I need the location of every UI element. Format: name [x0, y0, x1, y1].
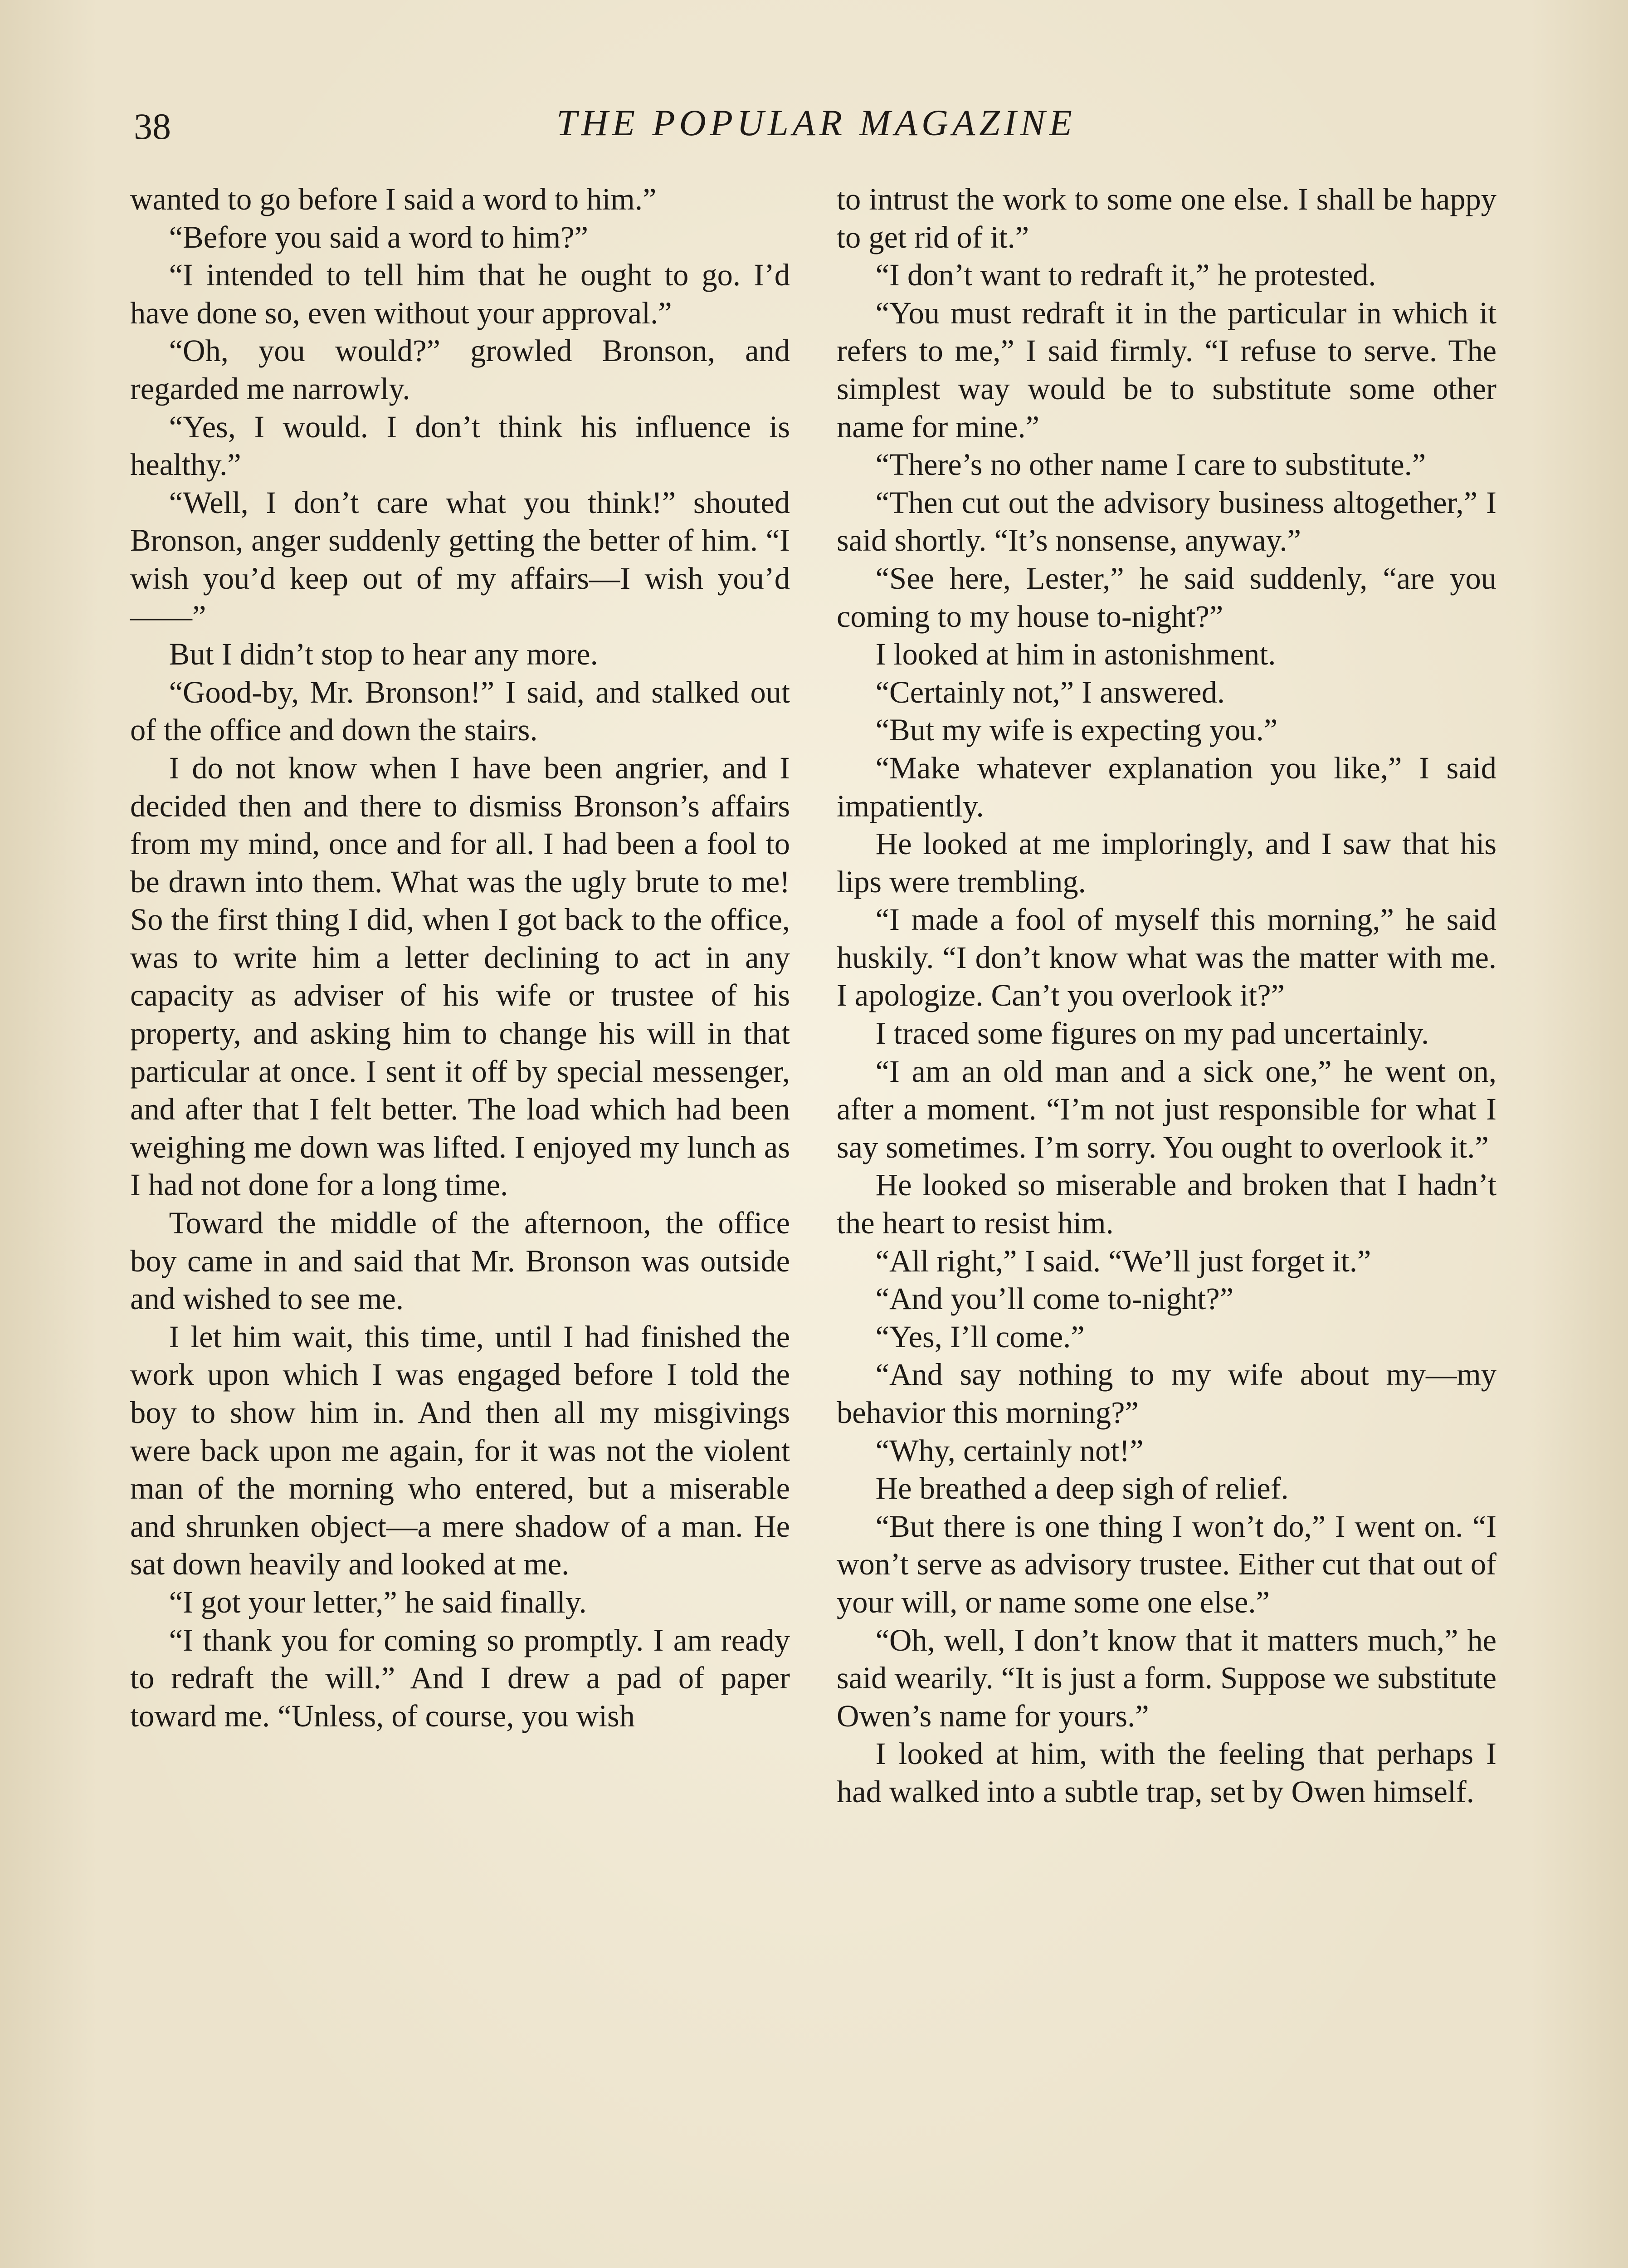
paragraph: He looked at me imploringly, and I saw that his lips were trembling.	[837, 826, 1496, 899]
paragraph: I looked at him, with the feeling that perhaps I had walked into a subtle trap, set by Owen himself.	[837, 1736, 1496, 1809]
left-text-column	[130, 181, 790, 1735]
paragraph: He looked so miserable and broken that I hadn’t the heart to resist him.	[837, 1168, 1496, 1241]
paragraph: I traced some figures on my pad uncertainly.	[875, 1016, 1429, 1051]
paragraph: “Before you said a word to him?”	[169, 220, 589, 254]
paragraph: “I am an old man and a sick one,” he went on, after a moment. “I’m not just responsible for what I say sometimes. I’m sorry. You ought to overlook it.”	[837, 1054, 1496, 1164]
paragraph: “There’s no other name I care to substitute.”	[875, 447, 1426, 482]
paragraph: “All right,” I said. “We’ll just forget it.”	[875, 1243, 1371, 1278]
paragraph: “Yes, I’ll come.”	[875, 1319, 1085, 1354]
right-text-column	[837, 181, 1496, 1811]
paragraph: I do not know when I have been angrier, and I decided then and there to dismiss Bronson’s affairs from my mind, once and for all. I had been a fool to be drawn into them. What was the ugly brute to me! So the first thing I did, when I got back to the office, was to write him a letter declining to act in any capacity as adviser of his wife or trustee of his property, and asking him to change his will in that particular at once. I sent it off by special messenger, and after that I felt better. The load which had been weighing me down was lifted. I enjoyed my lunch as I had not done for a long time.	[130, 750, 790, 1202]
paragraph: “I intended to tell him that he ought to go. I’d have done so, even without your approval.”	[130, 258, 790, 330]
paragraph: “And say nothing to my wife about my—my behavior this morning?”	[837, 1357, 1496, 1430]
paragraph: “I got your letter,” he said finally.	[169, 1584, 587, 1619]
paragraph: “Oh, well, I don’t know that it matters much,” he said wearily. “It is just a form. Suppose we substitute Owen’s name for yours.”	[837, 1623, 1496, 1733]
paragraph: “Certainly not,” I answered.	[875, 675, 1225, 709]
paragraph: “But there is one thing I won’t do,” I went on. “I won’t serve as advisory trustee. Either cut that out of your will, or name some one else.”	[837, 1509, 1496, 1619]
paragraph: “But my wife is expecting you.”	[875, 713, 1278, 748]
paragraph: “Well, I don’t care what you think!” shouted Bronson, anger suddenly getting the better of him. “I wish you’d keep out of my affairs—I wish you’d——”	[130, 485, 790, 634]
paragraph: “Then cut out the advisory business altogether,” I said shortly. “It’s nonsense, anyway.”	[837, 485, 1496, 558]
paragraph: “Why, certainly not!”	[875, 1433, 1144, 1468]
paragraph: to intrust the work to some one else. I shall be happy to get rid of it.”	[837, 182, 1496, 254]
running-title: THE POPULAR MAGAZINE	[556, 102, 1076, 143]
paragraph: “Oh, you would?” growled Bronson, and regarded me narrowly.	[130, 333, 790, 406]
paragraph: “You must redraft it in the particular in which it refers to me,” I said firmly. “I refuse to serve. The simplest way would be to substitute some other name for mine.”	[837, 295, 1496, 444]
paragraph: Toward the middle of the afternoon, the office boy came in and said that Mr. Bronson was outside and wished to see me.	[130, 1206, 790, 1316]
paragraph: “I made a fool of myself this morning,” he said huskily. “I don’t know what was the matter with me. I apologize. Can’t you overlook it?”	[837, 902, 1496, 1013]
paragraph: “Good-by, Mr. Bronson!” I said, and stalked out of the office and down the stairs.	[130, 675, 790, 748]
paragraph: “Yes, I would. I don’t think his influence is healthy.”	[130, 409, 790, 482]
page-number: 38	[134, 106, 171, 147]
paragraph: But I didn’t stop to hear any more.	[169, 637, 598, 672]
page-header	[113, 98, 1519, 152]
paragraph: He breathed a deep sigh of relief.	[875, 1471, 1289, 1506]
paragraph: “And you’ll come to-night?”	[875, 1281, 1234, 1316]
paragraph: I let him wait, this time, until I had finished the work upon which I was engaged before I told the boy to show him in. And then all my misgivings were back upon me again, for it was not the violent man of the morning who entered, but a miserable and shrunken object—a mere shadow of a man. He sat down heavily and looked at me.	[130, 1319, 790, 1582]
paragraph: wanted to go before I said a word to him.”	[130, 182, 657, 216]
paragraph: “Make whatever explanation you like,” I said impatiently.	[837, 750, 1496, 823]
paragraph: “I don’t want to redraft it,” he protested.	[875, 258, 1376, 293]
paragraph: I looked at him in astonishment.	[875, 637, 1276, 672]
paragraph: “See here, Lester,” he said suddenly, “are you coming to my house to-night?”	[837, 561, 1496, 634]
paragraph: “I thank you for coming so promptly. I am ready to redraft the will.” And I drew a pad of paper toward me. “Unless, of course, you wish	[130, 1623, 790, 1733]
